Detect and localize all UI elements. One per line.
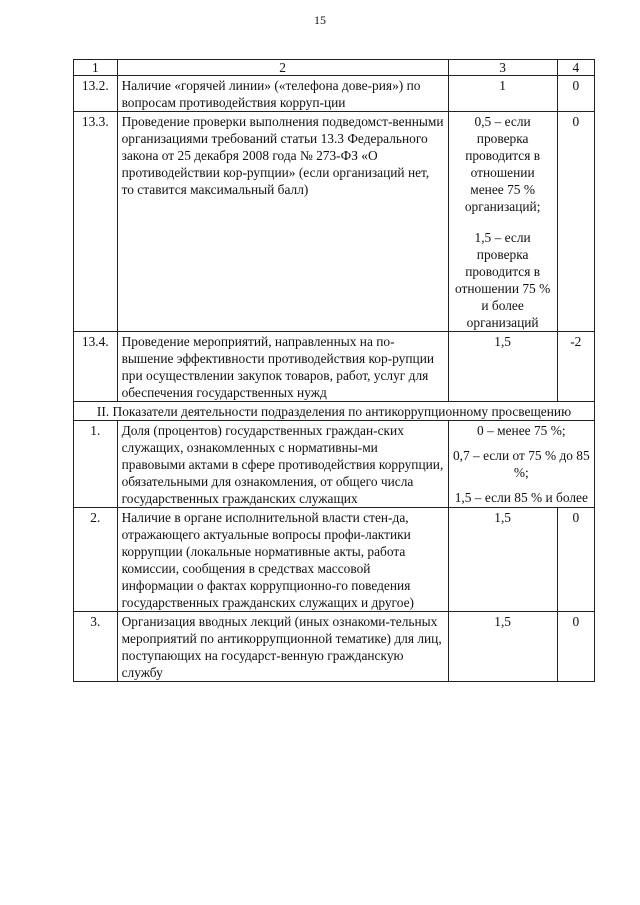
row-score: 1,5 — [448, 508, 557, 612]
score-condition: 1,5 – если 85 % и более — [454, 490, 588, 505]
row-score — [448, 421, 594, 508]
score-condition: 0 – менее 75 %; — [477, 423, 566, 438]
row-number: 13.3. — [74, 112, 118, 332]
row-score: 1,5 — [448, 612, 557, 682]
row-score: 1,5 — [448, 332, 557, 402]
page-number: 15 — [314, 13, 326, 27]
row-value: 0 — [557, 508, 594, 612]
header-col-3: 3 — [448, 60, 557, 76]
table-header-row — [74, 60, 595, 76]
table-row — [74, 421, 595, 508]
header-col-1: 1 — [74, 60, 118, 76]
row-score — [448, 112, 557, 332]
score-condition: 0,7 – если от 75 % до 85 %; — [452, 448, 590, 480]
row-description: Доля (процентов) государственных граждан-ских служащих, ознакомленных с нормативны-ми правовыми актами в сфере противодействия коррупции, обязательными для ознакомления, от общего числа государственных гражданских служащих — [117, 421, 448, 508]
row-number: 3. — [74, 612, 118, 682]
row-number: 13.4. — [74, 332, 118, 402]
row-value: -2 — [557, 332, 594, 402]
table-row — [74, 612, 595, 682]
score-condition: 1,5 – если проверка проводится в отношении 75 % и более организаций — [455, 230, 551, 330]
criteria-table — [73, 59, 595, 682]
section-row — [74, 402, 595, 421]
row-score: 1 — [448, 76, 557, 112]
row-description: Наличие в органе исполнительной власти стен-да, отражающего актуальные вопросы профи-лактики коррупции (локальные нормативные акты, работа комиссии, сообщения в средствах массовой информации о фактах коррупционно-го поведения государственных гражданских служащих и другое) — [117, 508, 448, 612]
table-row — [74, 508, 595, 612]
row-description: Наличие «горячей линии» («телефона дове-рия») по вопросам противодействия корруп-ции — [117, 76, 448, 112]
row-description: Проведение проверки выполнения подведомст-венными организациями требований статьи 13.3 Федерального закона от 25 декабря 2008 года № 273-ФЗ «О противодействии кор-рупции» (если организаций нет, то ставится максимальный балл) — [117, 112, 448, 332]
row-number: 1. — [74, 421, 118, 508]
row-number: 2. — [74, 508, 118, 612]
table-row — [74, 112, 595, 332]
row-value: 0 — [557, 76, 594, 112]
row-description: Организация вводных лекций (иных ознакоми-тельных мероприятий по антикоррупционной тематике) для лиц, поступающих на государст-венную гражданскую службу — [117, 612, 448, 682]
table-row — [74, 76, 595, 112]
row-description: Проведение мероприятий, направленных на по-вышение эффективности противодействия кор-рупции при осуществлении закупок товаров, работ, услуг для обеспечения государственных нужд — [117, 332, 448, 402]
table-row — [74, 332, 595, 402]
row-number: 13.2. — [74, 76, 118, 112]
header-col-4: 4 — [557, 60, 594, 76]
row-value: 0 — [557, 112, 594, 332]
row-value: 0 — [557, 612, 594, 682]
section-title: II. Показатели деятельности подразделения по антикоррупционному просвещению — [74, 402, 595, 421]
header-col-2: 2 — [117, 60, 448, 76]
score-condition: 0,5 – если проверка проводится в отношении менее 75 % организаций; — [464, 114, 541, 214]
